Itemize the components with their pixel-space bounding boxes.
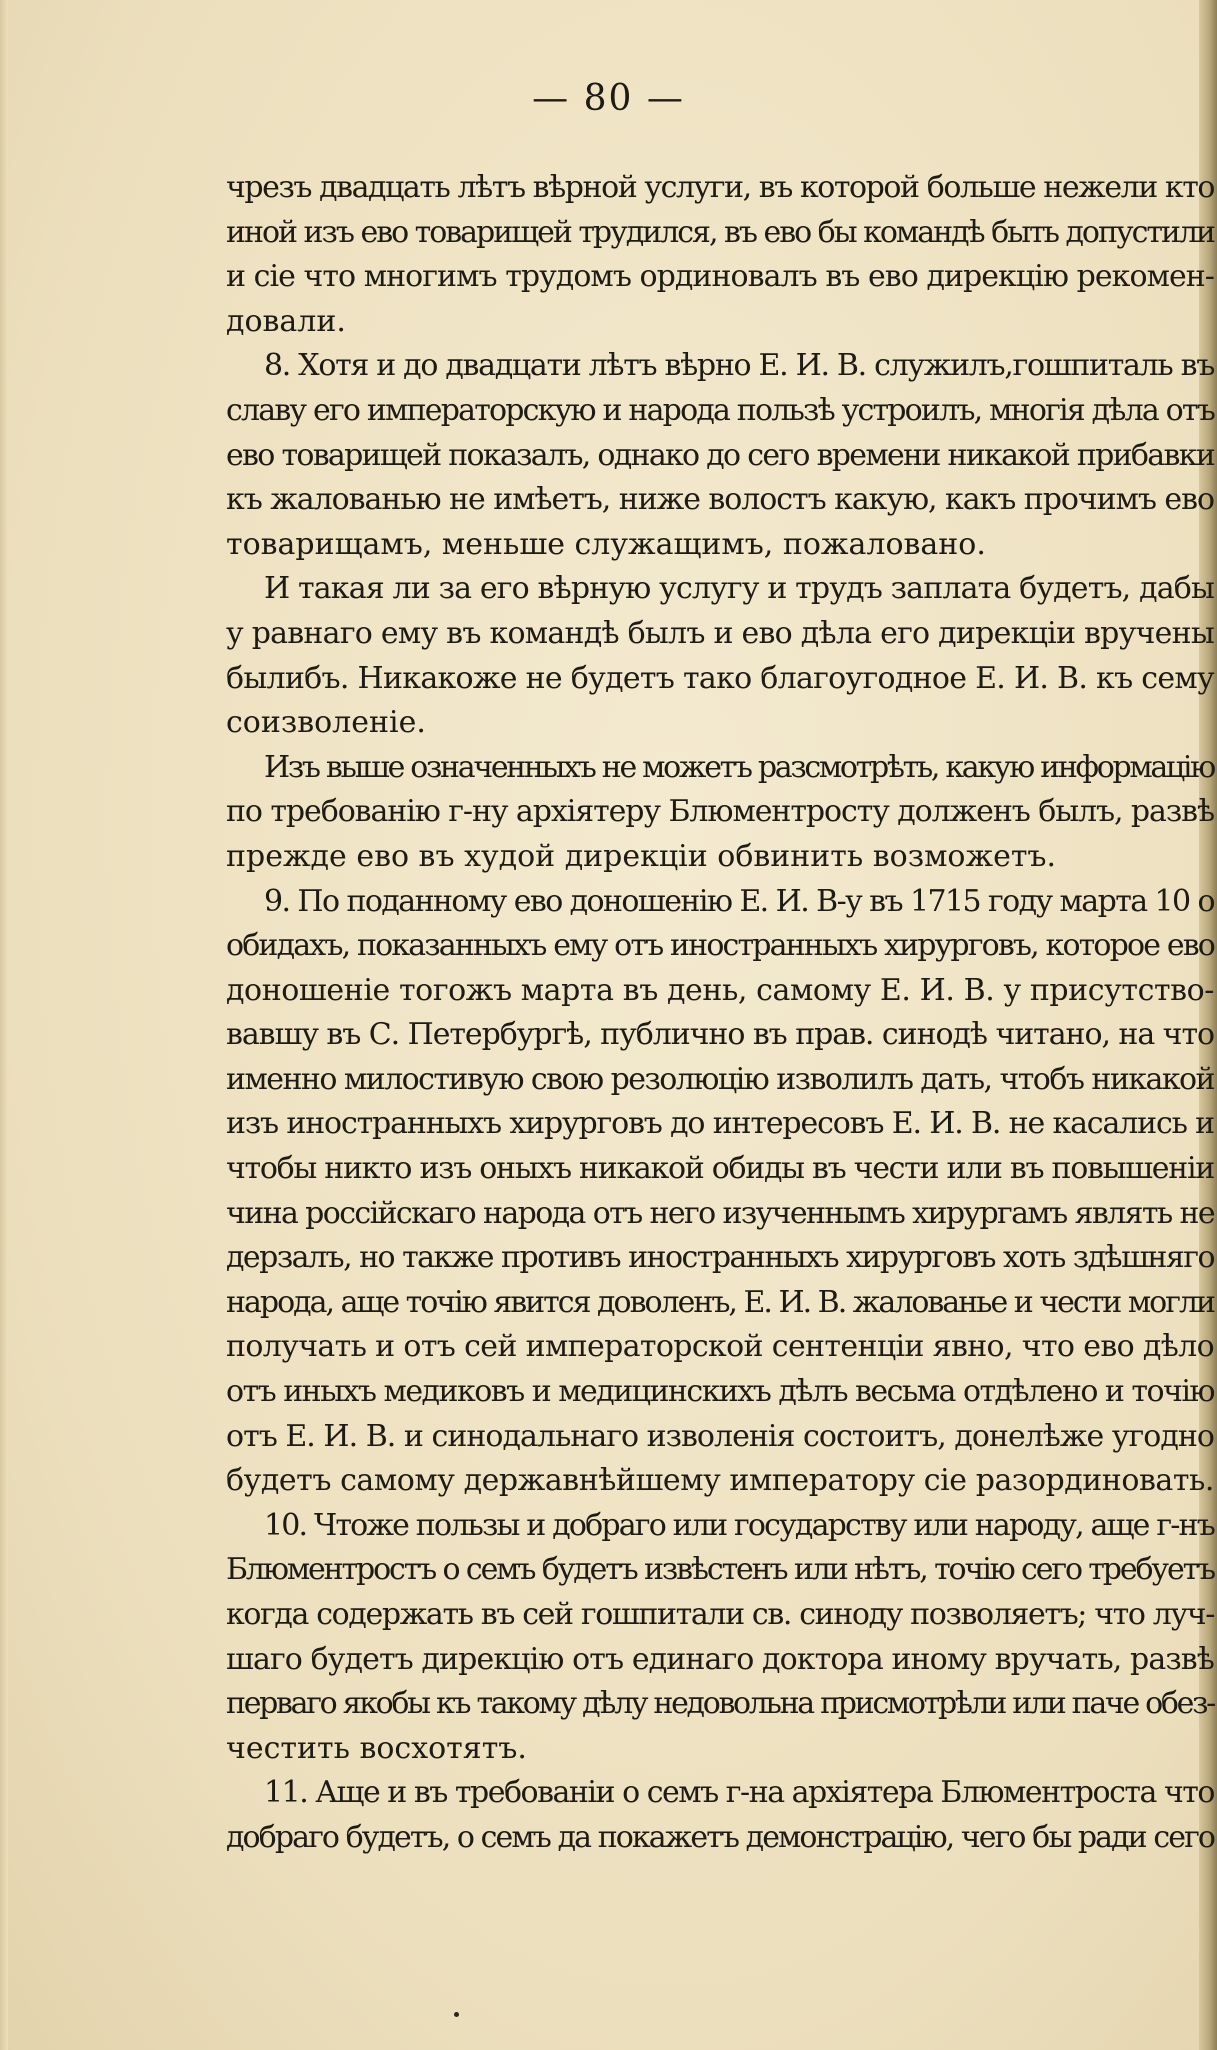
text-line: честить восхотятъ. xyxy=(226,1730,527,1766)
text-line: 10. Чтоже пользы и добраго или государству или народу, аще г-нъ xyxy=(264,1507,1214,1543)
text-line: 9. По поданному ево доношенію Е. И. В-у въ 1715 году марта 10 о xyxy=(264,883,1214,919)
text-line: доношеніе тогожъ марта въ день, самому Е. И. В. у присутство- xyxy=(226,972,1215,1008)
text-line: и сіе что многимъ трудомъ ординовалъ въ ево дирекцію рекомен- xyxy=(226,259,1214,295)
text-line: товарищамъ, меньше служащимъ, пожаловано. xyxy=(226,526,986,562)
text-line: по требованію г-ну архіятеру Блюментросту долженъ былъ, развѣ xyxy=(226,794,1214,830)
page-left-edge xyxy=(0,0,8,2050)
text-line: къ жалованью не имѣетъ, ниже волостъ какую, какъ прочимъ ево xyxy=(226,482,1214,518)
text-line: будетъ самому державнѣйшему императору сіе разординовать. xyxy=(226,1463,1215,1499)
text-line: народа, аще точію явится доволенъ, Е. И. В. жалованье и чести могли xyxy=(226,1284,1214,1320)
page-number: — 80 — xyxy=(532,78,685,119)
text-line: чрезъ двадцать лѣтъ вѣрной услуги, въ которой больше нежели кто xyxy=(226,170,1214,205)
text-line: ево товарищей показалъ, однако до сего времени никакой прибавки xyxy=(226,437,1214,473)
text-line: довали. xyxy=(226,303,346,339)
text-line: изъ иностранныхъ хирурговъ до интересовъ Е. И. В. не касались и xyxy=(226,1106,1214,1142)
text-line: дерзалъ, но также противъ иностранныхъ хирурговъ хоть здѣшняго xyxy=(226,1240,1214,1276)
text-line: чтобы никто изъ оныхъ никакой обиды въ чести или въ повышеніи xyxy=(226,1151,1214,1187)
text-line: былибъ. Никакоже не будетъ тако благоугодное Е. И. В. къ сему xyxy=(226,660,1215,696)
text-line: чина россійскаго народа отъ него изученнымъ хирургамъ являть не xyxy=(226,1195,1214,1231)
text-line: иной изъ ево товарищей трудился, въ ево бы командѣ быть допустили xyxy=(226,214,1214,250)
text-line: Изъ выше означенныхъ не можетъ разсмотрѣть, какую информацію xyxy=(264,749,1214,785)
text-line: шаго будетъ дирекцію отъ единаго доктора иному вручать, развѣ xyxy=(226,1641,1214,1677)
text-line: отъ Е. И. В. и синодальнаго изволенія состоитъ, донелѣже угодно xyxy=(226,1418,1214,1454)
text-line: добраго будетъ, о семъ да покажетъ демонстрацію, чего бы ради сего xyxy=(226,1819,1214,1855)
text-line: получать и отъ сей императорской сентенціи явно, что ево дѣло xyxy=(226,1329,1214,1365)
text-line: соизволеніе. xyxy=(226,705,426,741)
body-text xyxy=(226,166,1214,1861)
text-line: Блюментростъ о семъ будетъ извѣстенъ или нѣтъ, точію сего требуетъ xyxy=(226,1552,1214,1588)
text-line: обидахъ, показанныхъ ему отъ иностранныхъ хирурговъ, которое ево xyxy=(226,928,1214,964)
text-line: славу его императорскую и народа пользѣ устроилъ, многія дѣла отъ xyxy=(226,392,1214,428)
text-line: когда содержать въ сей гошпитали св. синоду позволяетъ; что луч- xyxy=(226,1597,1214,1632)
text-line: 8. Хотя и до двадцати лѣтъ вѣрно Е. И. В. служилъ,гошпиталь въ xyxy=(264,348,1214,384)
text-line: И такая ли за его вѣрную услугу и трудъ заплата будетъ, дабы xyxy=(264,571,1215,607)
text-line: 11. Аще и въ требованіи о семъ г-на архіятера Блюментроста что xyxy=(264,1775,1214,1811)
text-line: прежде ево въ худой дирекціи обвинить возможетъ. xyxy=(226,838,1057,874)
text-line: вавшу въ С. Петербургѣ, публично въ прав. синодѣ читано, на что xyxy=(226,1017,1214,1053)
text-line: перваго якобы къ такому дѣлу недовольна присмотрѣли или паче обез- xyxy=(226,1686,1214,1722)
ink-speck xyxy=(454,2012,459,2017)
text-line: у равнаго ему въ командѣ былъ и ево дѣла его дирекціи вручены xyxy=(226,615,1214,651)
text-line: отъ иныхъ медиковъ и медицинскихъ дѣлъ весьма отдѣлено и точію xyxy=(226,1374,1214,1410)
text-line: именно милостивую свою резолюцію изволилъ дать, чтобъ никакой xyxy=(226,1061,1214,1097)
